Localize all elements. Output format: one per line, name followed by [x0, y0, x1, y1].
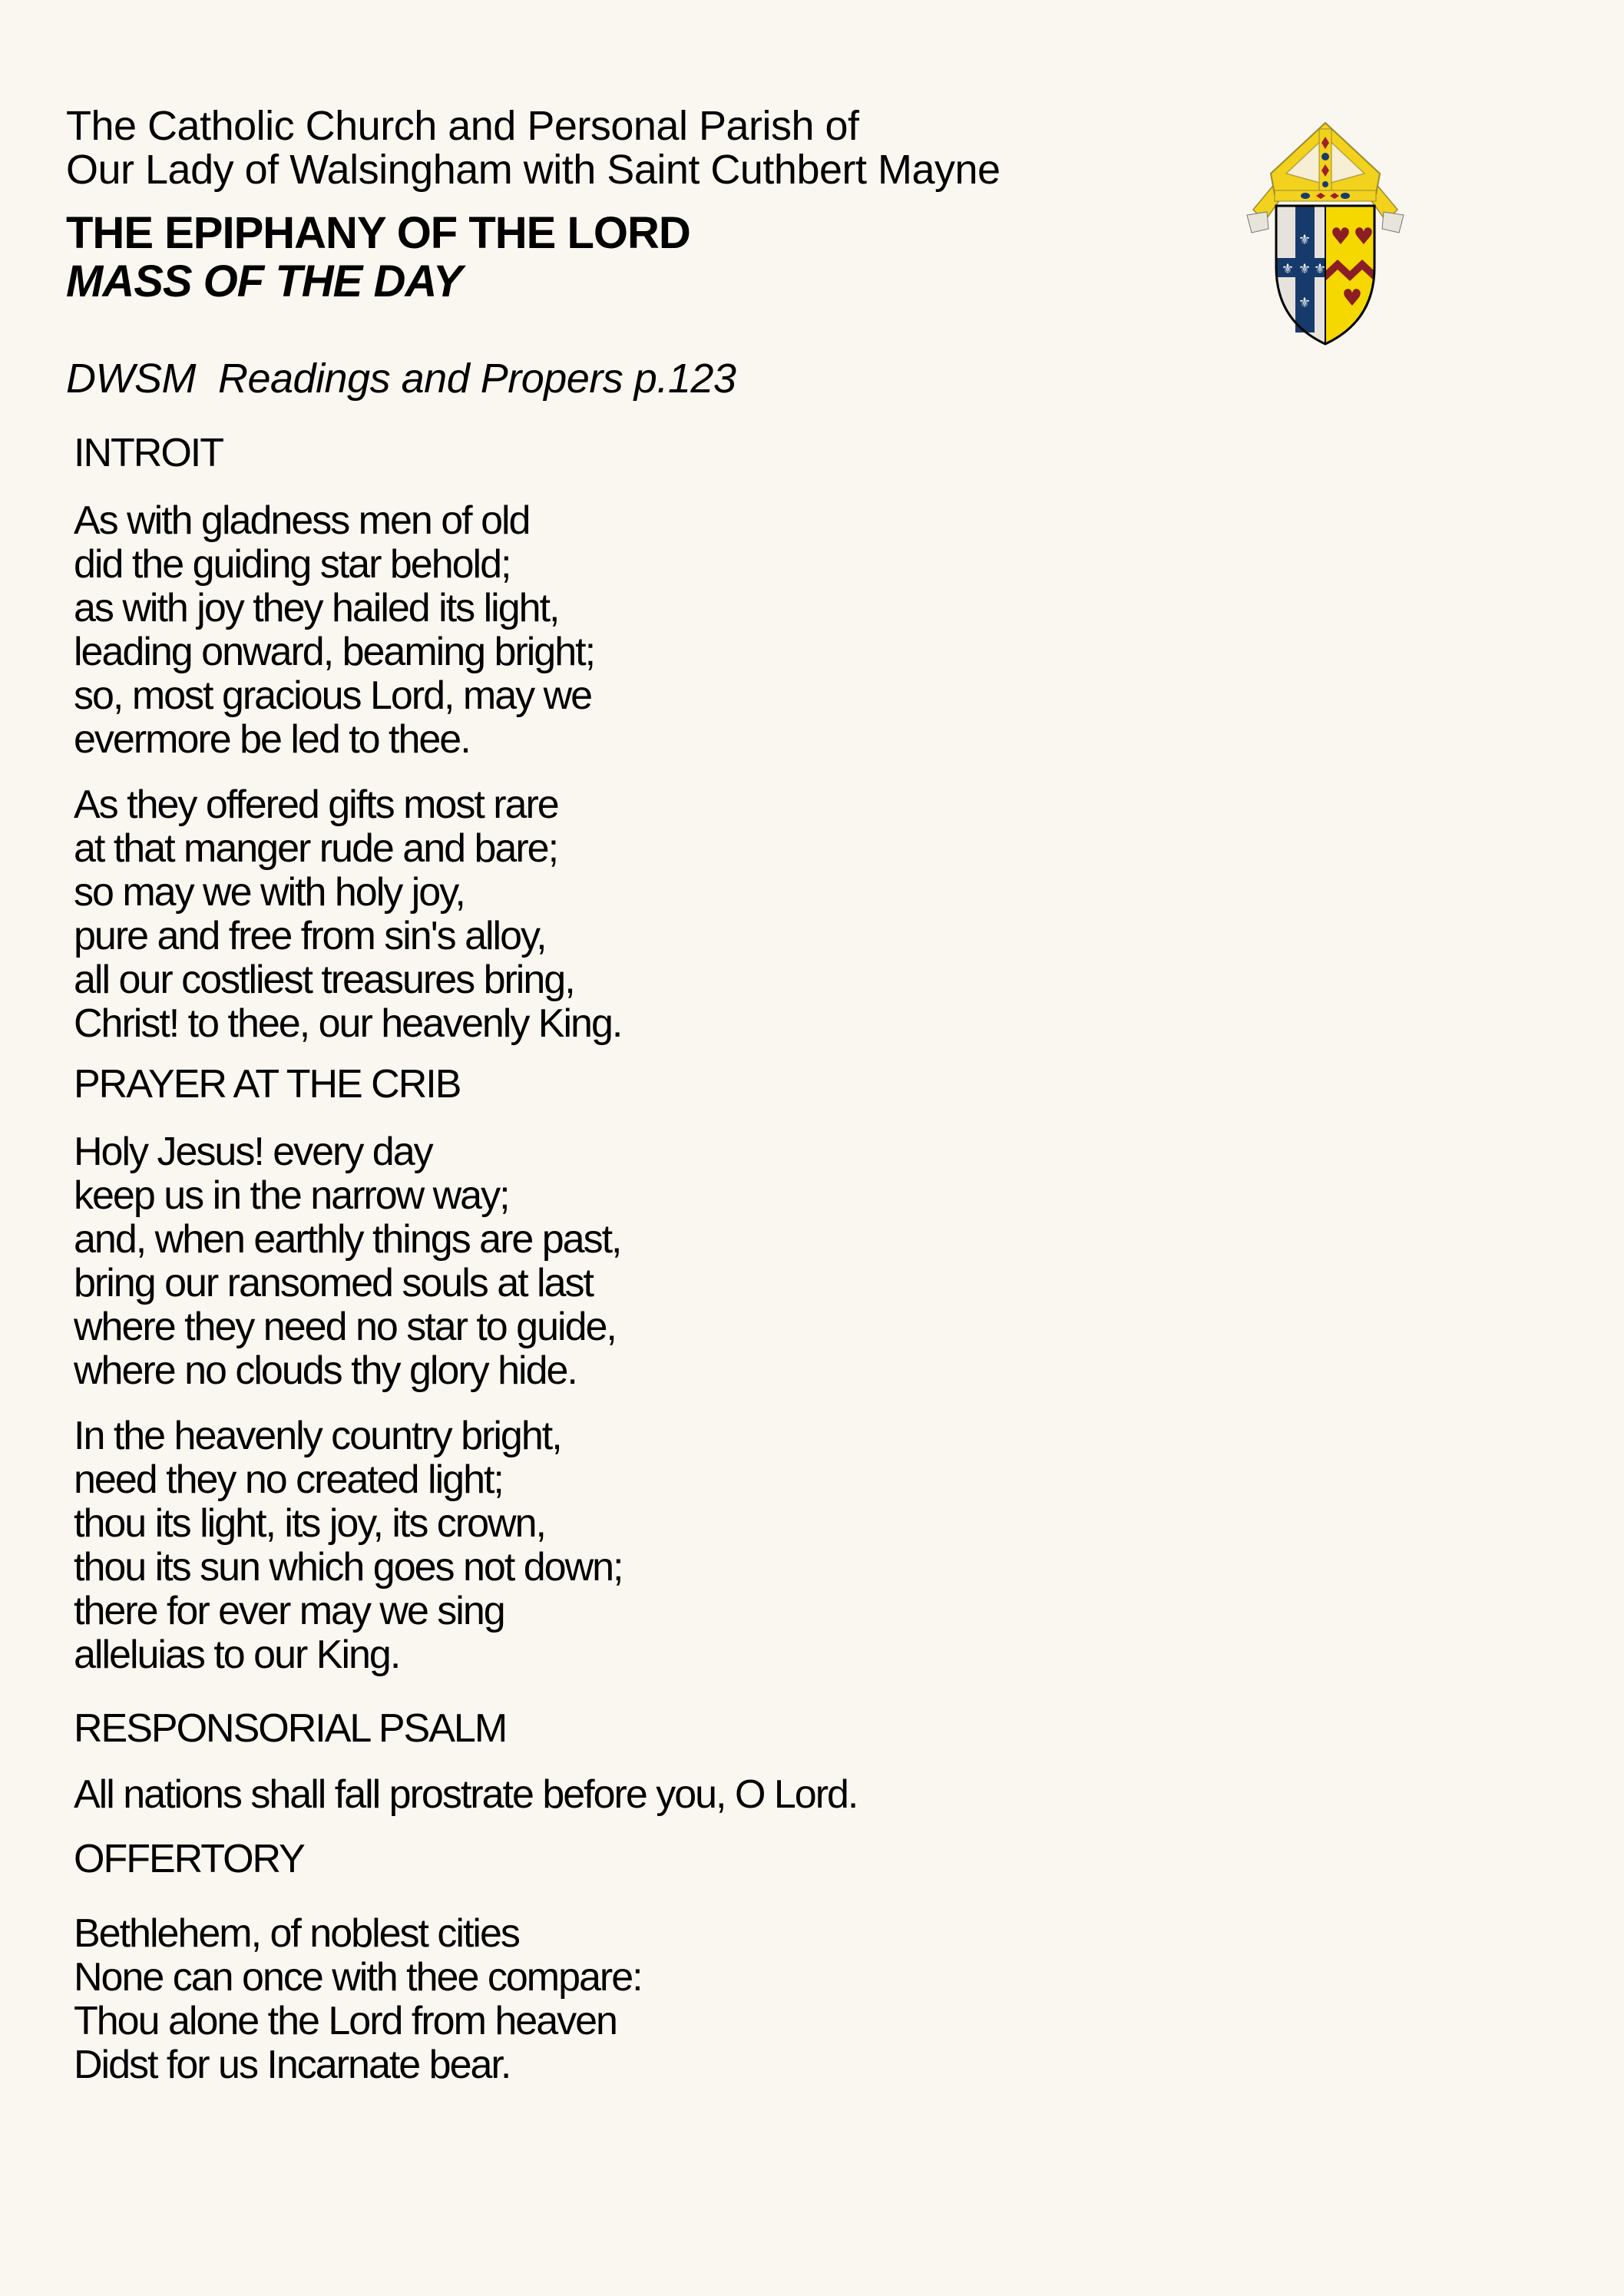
svg-text:⚜: ⚜: [1298, 295, 1311, 311]
verse-line: and, when earthly things are past,: [74, 1217, 621, 1262]
svg-text:⚜: ⚜: [1298, 261, 1311, 277]
psalm-response: All nations shall fall prostrate before you, O Lord.: [74, 1772, 858, 1817]
crib-stanza-2: [74, 1414, 622, 1677]
verse-line: alleluias to our King.: [74, 1633, 400, 1677]
parish-line-2: Our Lady of Walsingham with Saint Cuthbert Mayne: [66, 147, 1001, 193]
verse-line: None can once with thee compare:: [74, 1955, 642, 2000]
offertory-stanza-1: [74, 1912, 642, 2087]
verse-line: In the heavenly country bright,: [74, 1414, 561, 1458]
verse-line: leading onward, beaming bright;: [74, 630, 595, 674]
crib-stanza-1: [74, 1130, 620, 1393]
verse-line: there for ever may we sing: [74, 1589, 504, 1633]
verse-line: Bethlehem, of noblest cities: [74, 1911, 519, 1956]
verse-line: keep us in the narrow way;: [74, 1173, 509, 1218]
coat-of-arms-icon: [1238, 114, 1413, 347]
verse-line: where no clouds thy glory hide.: [74, 1348, 577, 1393]
mass-subtitle: MASS OF THE DAY: [66, 256, 462, 306]
svg-text:⚜: ⚜: [1281, 261, 1295, 277]
verse-line: bring our ransomed souls at last: [74, 1261, 593, 1305]
verse-line: all our costliest treasures bring,: [74, 958, 574, 1002]
verse-line: As they offered gifts most rare: [74, 782, 558, 827]
verse-line: as with joy they hailed its light,: [74, 586, 559, 630]
verse-line: evermore be led to thee.: [74, 717, 470, 762]
svg-text:♥: ♥: [1330, 223, 1351, 250]
verse-line: need they no created light;: [74, 1457, 503, 1502]
parish-line-1: The Catholic Church and Personal Parish of: [66, 103, 859, 149]
svg-text:⚜: ⚜: [1313, 261, 1327, 277]
introit-stanza-1: [74, 499, 594, 762]
introit-heading: INTROIT: [74, 431, 223, 475]
svg-text:⚜: ⚜: [1298, 232, 1311, 248]
verse-line: so may we with holy joy,: [74, 870, 465, 915]
svg-text:♥: ♥: [1353, 223, 1374, 250]
psalm-heading: RESPONSORIAL PSALM: [74, 1706, 507, 1751]
verse-line: Christ! to thee, our heavenly King.: [74, 1001, 622, 1046]
verse-line: did the guiding star behold;: [74, 542, 511, 587]
verse-line: so, most gracious Lord, may we: [74, 673, 592, 718]
crib-prayer-heading: PRAYER AT THE CRIB: [74, 1062, 461, 1107]
verse-line: Didst for us Incarnate bear.: [74, 2043, 511, 2087]
verse-line: As with gladness men of old: [74, 498, 530, 543]
parish-name: [66, 104, 1001, 192]
verse-line: Holy Jesus! every day: [74, 1130, 432, 1174]
verse-line: where they need no star to guide,: [74, 1305, 616, 1349]
page-title: [66, 209, 690, 306]
verse-line: thou its light, its joy, its crown,: [74, 1501, 545, 1546]
offertory-heading: OFFERTORY: [74, 1837, 304, 1881]
introit-stanza-2: [74, 783, 621, 1046]
svg-text:♥: ♥: [1341, 285, 1363, 312]
verse-line: Thou alone the Lord from heaven: [74, 1999, 617, 2043]
feast-title: THE EPIPHANY OF THE LORD: [66, 208, 690, 258]
reference: DWSM Readings and Propers p.123: [66, 356, 736, 402]
verse-line: thou its sun which goes not down;: [74, 1545, 623, 1590]
verse-line: pure and free from sin's alloy,: [74, 914, 546, 958]
verse-line: at that manger rude and bare;: [74, 826, 558, 871]
